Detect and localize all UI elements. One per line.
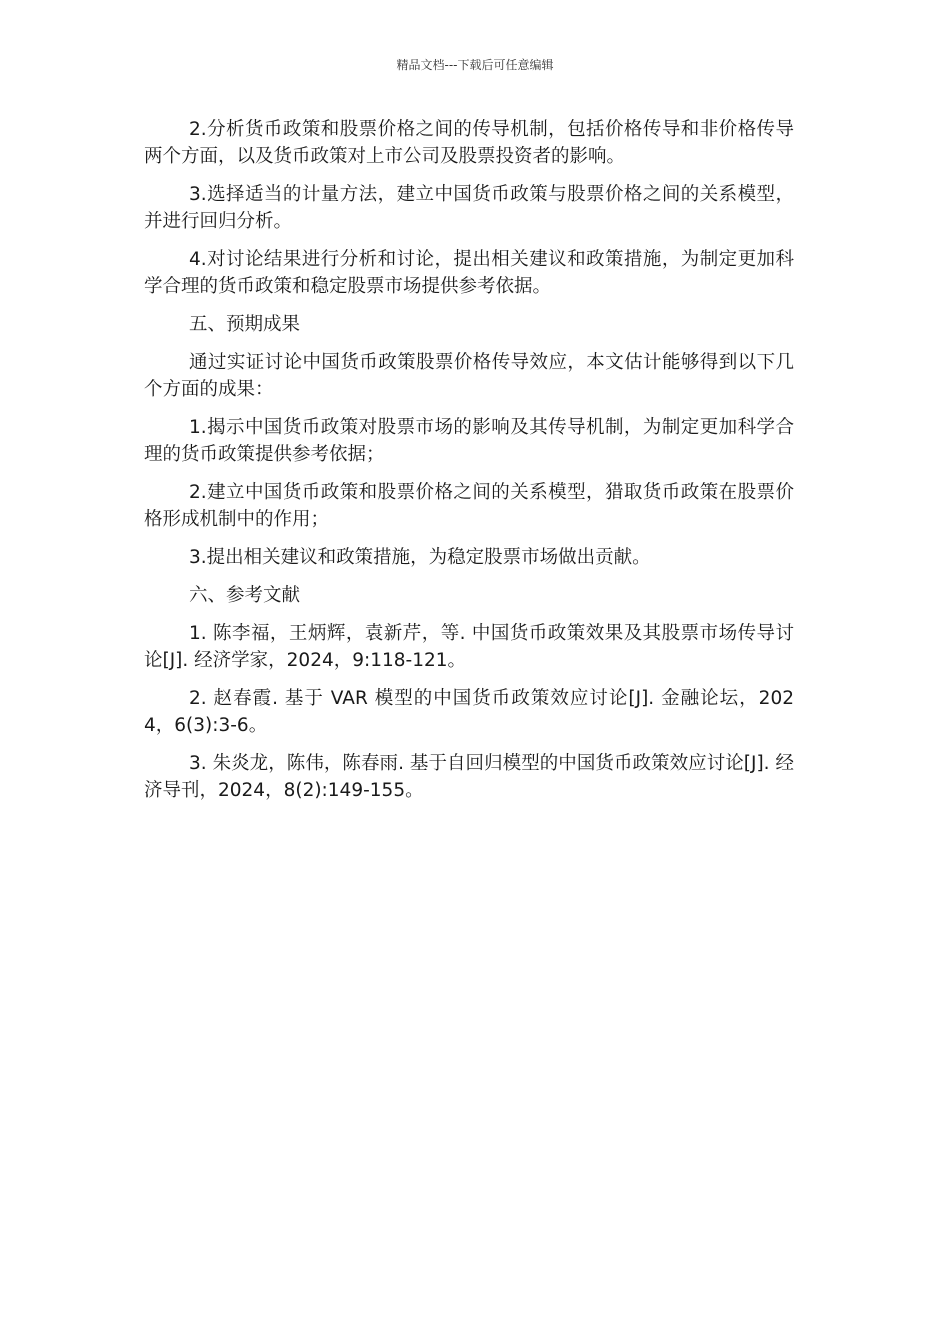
reference-item-2: 2. 赵春霞. 基于 VAR 模型的中国货币政策效应讨论[J]. 金融论坛，2024，6(3):3-6。 <box>144 688 794 736</box>
paragraph-research-content-2: 2.分析货币政策和股票价格之间的传导机制，包括价格传导和非价格传导两个方面，以及货币政策对上市公司及股票投资者的影响。 <box>144 119 794 167</box>
document-body <box>144 116 794 815</box>
paragraph-expected-intro: 通过实证讨论中国货币政策股票价格传导效应，本文估计能够得到以下几个方面的成果： <box>144 352 794 400</box>
reference-item-3: 3. 朱炎龙，陈伟，陈春雨. 基于自回归模型的中国货币政策效应讨论[J]. 经济导刊，2024，8(2):149-155。 <box>144 753 794 801</box>
reference-item-1: 1. 陈李福，王炳辉，袁新芹，等. 中国货币政策效果及其股票市场传导讨论[J]. 经济学家，2024，9:118-121。 <box>144 623 794 671</box>
paragraph-expected-result-1: 1.揭示中国货币政策对股票市场的影响及其传导机制，为制定更加科学合理的货币政策提供参考依据； <box>144 417 794 465</box>
section-heading-references: 六、参考文献 <box>189 585 301 606</box>
paragraph-expected-result-3: 3.提出相关建议和政策措施，为稳定股票市场做出贡献。 <box>189 547 651 568</box>
paragraph-expected-result-2: 2.建立中国货币政策和股票价格之间的关系模型，猎取货币政策在股票价格形成机制中的作用； <box>144 482 794 530</box>
page-header: 精品文档---下载后可任意编辑 <box>396 58 554 72</box>
paragraph-research-content-3: 3.选择适当的计量方法，建立中国货币政策与股票价格之间的关系模型，并进行回归分析。 <box>144 184 794 232</box>
section-heading-expected-results: 五、预期成果 <box>189 314 301 335</box>
paragraph-research-content-4: 4.对讨论结果进行分析和讨论，提出相关建议和政策措施，为制定更加科学合理的货币政策和稳定股票市场提供参考依据。 <box>144 249 794 297</box>
